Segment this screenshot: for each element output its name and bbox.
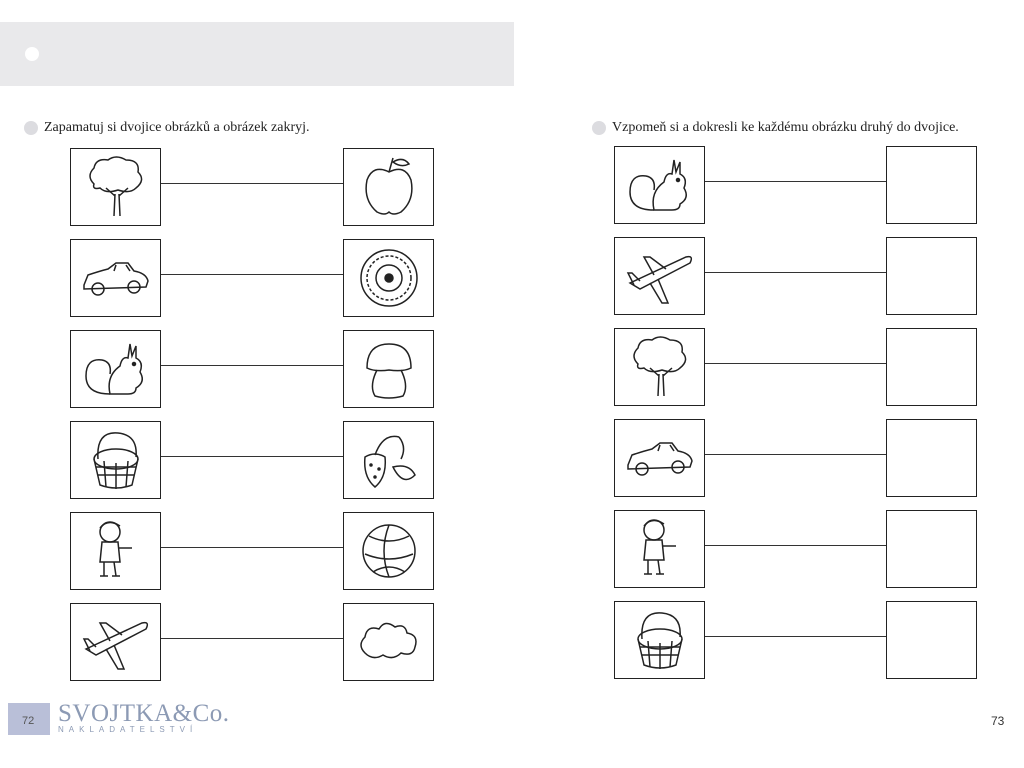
right-box-3-tree bbox=[614, 328, 705, 406]
basket-icon bbox=[624, 607, 696, 673]
right-instruction bbox=[592, 120, 959, 136]
right-box-5-boy bbox=[614, 510, 705, 588]
mushroom-icon bbox=[353, 336, 425, 402]
right-box-4-car bbox=[614, 419, 705, 497]
left-instruction bbox=[24, 120, 310, 136]
left-connector-5 bbox=[161, 547, 343, 548]
left-box-2-tire bbox=[343, 239, 434, 317]
left-box-3-squirrel bbox=[70, 330, 161, 408]
right-box-2-airplane bbox=[614, 237, 705, 315]
car-icon bbox=[624, 425, 696, 491]
right-empty-box-5[interactable] bbox=[886, 510, 977, 588]
left-connector-2 bbox=[161, 274, 343, 275]
page-number-right: 73 bbox=[991, 714, 1005, 728]
left-box-5-ball bbox=[343, 512, 434, 590]
left-box-4-strawberry bbox=[343, 421, 434, 499]
basket-icon bbox=[80, 427, 152, 493]
right-box-6-basket bbox=[614, 601, 705, 679]
right-empty-box-2[interactable] bbox=[886, 237, 977, 315]
strawberry-icon bbox=[353, 427, 425, 493]
right-connector-4 bbox=[705, 454, 886, 455]
cloud-icon bbox=[353, 609, 425, 675]
left-instruction-text: Zapamatuj si dvojice obrázků a obrázek zakryj. bbox=[44, 120, 310, 135]
left-box-2-car bbox=[70, 239, 161, 317]
left-box-6-airplane bbox=[70, 603, 161, 681]
right-empty-box-4[interactable] bbox=[886, 419, 977, 497]
right-connector-6 bbox=[705, 636, 886, 637]
tire-icon bbox=[353, 245, 425, 311]
squirrel-icon bbox=[80, 336, 152, 402]
left-box-6-cloud bbox=[343, 603, 434, 681]
publisher-logo bbox=[58, 700, 230, 734]
right-empty-box-6[interactable] bbox=[886, 601, 977, 679]
left-box-1-apple bbox=[343, 148, 434, 226]
right-connector-5 bbox=[705, 545, 886, 546]
page-number-left bbox=[8, 703, 50, 735]
boy-icon bbox=[80, 518, 152, 584]
ball-icon bbox=[353, 518, 425, 584]
boy-icon bbox=[624, 516, 696, 582]
right-instruction-text: Vzpomeň si a dokresli ke každému obrázku druhý do dvojice. bbox=[612, 120, 959, 135]
left-box-5-boy bbox=[70, 512, 161, 590]
left-box-3-mushroom bbox=[343, 330, 434, 408]
bullet-icon bbox=[592, 121, 606, 135]
squirrel-icon bbox=[624, 152, 696, 218]
left-connector-3 bbox=[161, 365, 343, 366]
right-empty-box-3[interactable] bbox=[886, 328, 977, 406]
apple-icon bbox=[353, 154, 425, 220]
left-connector-6 bbox=[161, 638, 343, 639]
right-box-1-squirrel bbox=[614, 146, 705, 224]
car-icon bbox=[80, 245, 152, 311]
right-connector-1 bbox=[705, 181, 886, 182]
left-box-4-basket bbox=[70, 421, 161, 499]
left-connector-1 bbox=[161, 183, 343, 184]
airplane-icon bbox=[80, 609, 152, 675]
header-band bbox=[0, 22, 514, 86]
publisher-subtitle: NAKLADATELSTVÍ bbox=[58, 725, 198, 734]
page-number-left-text: 72 bbox=[22, 715, 35, 727]
tree-icon bbox=[624, 334, 696, 400]
left-connector-4 bbox=[161, 456, 343, 457]
bullet-icon bbox=[24, 121, 38, 135]
publisher-name: SVOJTKA&Co. bbox=[58, 700, 230, 727]
airplane-icon bbox=[624, 243, 696, 309]
right-connector-3 bbox=[705, 363, 886, 364]
right-connector-2 bbox=[705, 272, 886, 273]
tree-icon bbox=[80, 154, 152, 220]
right-empty-box-1[interactable] bbox=[886, 146, 977, 224]
left-box-1-tree bbox=[70, 148, 161, 226]
header-dot bbox=[25, 47, 39, 61]
